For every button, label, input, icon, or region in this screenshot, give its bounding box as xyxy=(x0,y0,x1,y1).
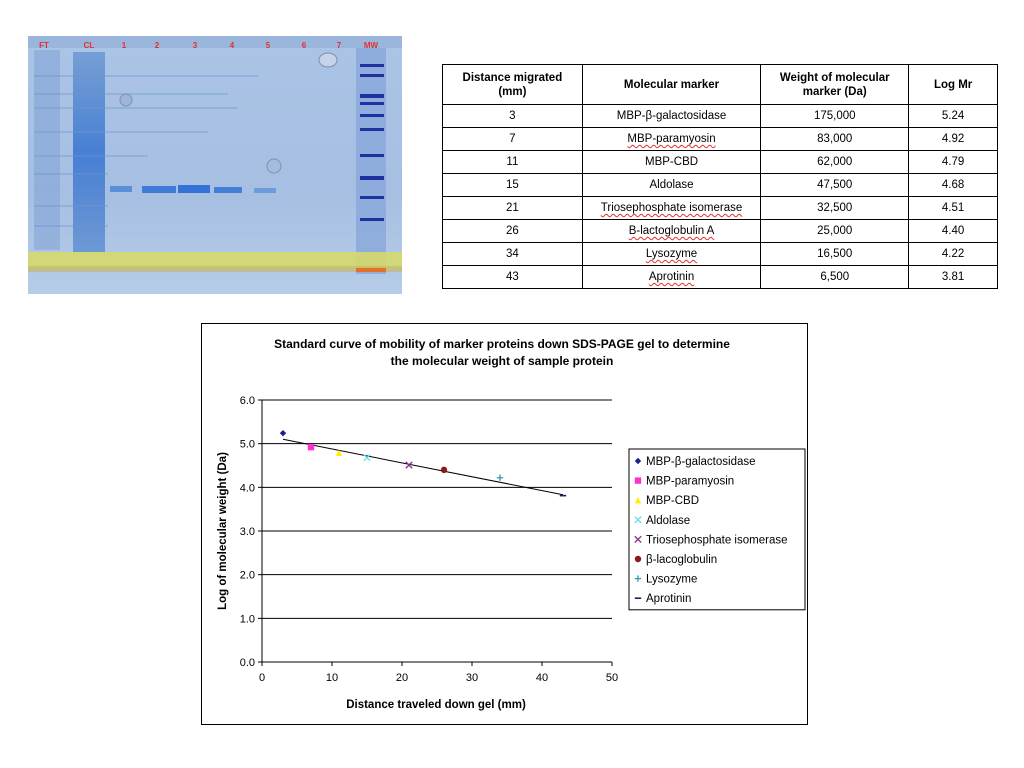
cell-weight: 175,000 xyxy=(761,105,909,128)
legend-label: β-lacoglobulin xyxy=(646,554,718,566)
cell-logmr: 3.81 xyxy=(909,266,998,289)
cell-marker-text: MBP-paramyosin xyxy=(627,133,716,145)
mw-ladder-lane xyxy=(356,48,386,274)
legend-marker xyxy=(635,477,641,483)
y-tick-label: 1.0 xyxy=(239,613,255,626)
cell-weight: 25,000 xyxy=(761,220,909,243)
table-row xyxy=(443,220,998,243)
cell-weight: 32,500 xyxy=(761,197,909,220)
legend-marker xyxy=(635,556,641,562)
data-point xyxy=(497,475,503,481)
lane-label: CL xyxy=(83,41,95,50)
cell-marker-text: Triosephosphate isomerase xyxy=(600,202,743,214)
marker-table xyxy=(442,64,998,289)
header-weight: Weight of molecular marker (Da) xyxy=(761,65,909,105)
x-tick-label: 10 xyxy=(325,672,339,684)
lane-label: 2 xyxy=(154,41,160,50)
legend-label: Aldolase xyxy=(646,514,691,527)
cell-marker xyxy=(582,266,761,289)
cell-logmr: 4.40 xyxy=(909,220,998,243)
data-point xyxy=(441,467,447,473)
cell-weight: 47,500 xyxy=(761,174,909,197)
cell-marker: MBP-β-galactosidase xyxy=(582,105,761,128)
x-tick-label: 30 xyxy=(465,672,479,684)
y-tick-label: 3.0 xyxy=(239,526,255,538)
table-header-row xyxy=(443,65,998,105)
data-point xyxy=(364,454,370,460)
legend-label: Triosephosphate isomerase xyxy=(646,534,788,547)
cell-marker-text: B-lactoglobulin A xyxy=(628,225,715,237)
cell-marker-text: Aprotinin xyxy=(648,271,695,283)
cell-logmr: 4.22 xyxy=(909,243,998,266)
table-row xyxy=(443,197,998,220)
cell-weight: 6,500 xyxy=(761,266,909,289)
chart-legend xyxy=(629,449,805,610)
cell-distance: 3 xyxy=(443,105,583,128)
cell-marker: MBP-CBD xyxy=(582,151,761,174)
y-tick-label: 4.0 xyxy=(239,482,255,495)
table-row xyxy=(443,128,998,151)
cell-marker xyxy=(582,220,761,243)
cell-distance: 7 xyxy=(443,128,583,151)
data-point xyxy=(280,430,286,436)
cell-distance: 26 xyxy=(443,220,583,243)
table-row xyxy=(443,174,998,197)
cell-logmr: 5.24 xyxy=(909,105,998,128)
y-tick-label: 2.0 xyxy=(239,569,255,582)
header-logmr: Log Mr xyxy=(909,65,998,105)
cell-marker: Aldolase xyxy=(582,174,761,197)
cell-distance: 15 xyxy=(443,174,583,197)
lane-label: 6 xyxy=(301,41,307,50)
cell-logmr: 4.79 xyxy=(909,151,998,174)
cell-logmr: 4.92 xyxy=(909,128,998,151)
legend-label: MBP-paramyosin xyxy=(646,475,735,488)
chart-title-line1: Standard curve of mobility of marker proteins down SDS-PAGE gel to determine xyxy=(274,337,730,351)
cell-marker xyxy=(582,243,761,266)
table-row xyxy=(443,105,998,128)
table-row xyxy=(443,151,998,174)
x-tick-label: 40 xyxy=(535,672,549,684)
y-tick-label: 6.0 xyxy=(239,395,255,407)
cell-marker-text: Lysozyme xyxy=(645,248,698,260)
y-axis-label: Log of molecular weight (Da) xyxy=(217,452,229,610)
gel-image xyxy=(28,36,402,294)
y-tick-label: 0.0 xyxy=(239,657,255,669)
legend-label: Aprotinin xyxy=(646,593,692,606)
table-row xyxy=(443,266,998,289)
cell-distance: 11 xyxy=(443,151,583,174)
table-body xyxy=(443,105,998,289)
cell-logmr: 4.68 xyxy=(909,174,998,197)
lane-label: 1 xyxy=(121,41,127,50)
lane-cl-smear xyxy=(73,52,105,252)
trendline xyxy=(283,439,563,494)
cell-marker xyxy=(582,197,761,220)
lane-ft-smear xyxy=(34,50,60,250)
table-row xyxy=(443,243,998,266)
cell-logmr: 4.51 xyxy=(909,197,998,220)
legend-label: Lysozyme xyxy=(646,573,698,586)
lane-label: 7 xyxy=(336,41,342,50)
x-tick-label: 20 xyxy=(395,672,409,684)
standard-curve-chart xyxy=(201,323,808,725)
lane-label: MW xyxy=(363,41,379,50)
gel-graphic xyxy=(28,36,402,294)
x-axis-label: Distance traveled down gel (mm) xyxy=(346,699,526,711)
cell-weight: 62,000 xyxy=(761,151,909,174)
cell-distance: 34 xyxy=(443,243,583,266)
data-point xyxy=(308,444,314,450)
cell-weight: 16,500 xyxy=(761,243,909,266)
legend-label: MBP-CBD xyxy=(646,495,700,508)
y-tick-label: 5.0 xyxy=(239,438,255,451)
lane-label: 4 xyxy=(229,41,235,50)
lane-label: 5 xyxy=(265,41,271,50)
legend-box xyxy=(629,449,805,610)
dye-front xyxy=(28,252,402,268)
lane-label: FT xyxy=(39,41,49,50)
lane-label: 3 xyxy=(192,41,198,50)
cell-distance: 21 xyxy=(443,197,583,220)
legend-label: MBP-β-galactosidase xyxy=(646,456,756,468)
header-distance: Distance migrated (mm) xyxy=(443,65,583,105)
chart-title-line2: the molecular weight of sample protein xyxy=(390,354,614,368)
cell-weight: 83,000 xyxy=(761,128,909,151)
x-tick-label: 50 xyxy=(605,672,619,684)
header-marker: Molecular marker xyxy=(582,65,761,105)
x-tick-label: 0 xyxy=(258,672,266,684)
cell-distance: 43 xyxy=(443,266,583,289)
cell-marker xyxy=(582,128,761,151)
